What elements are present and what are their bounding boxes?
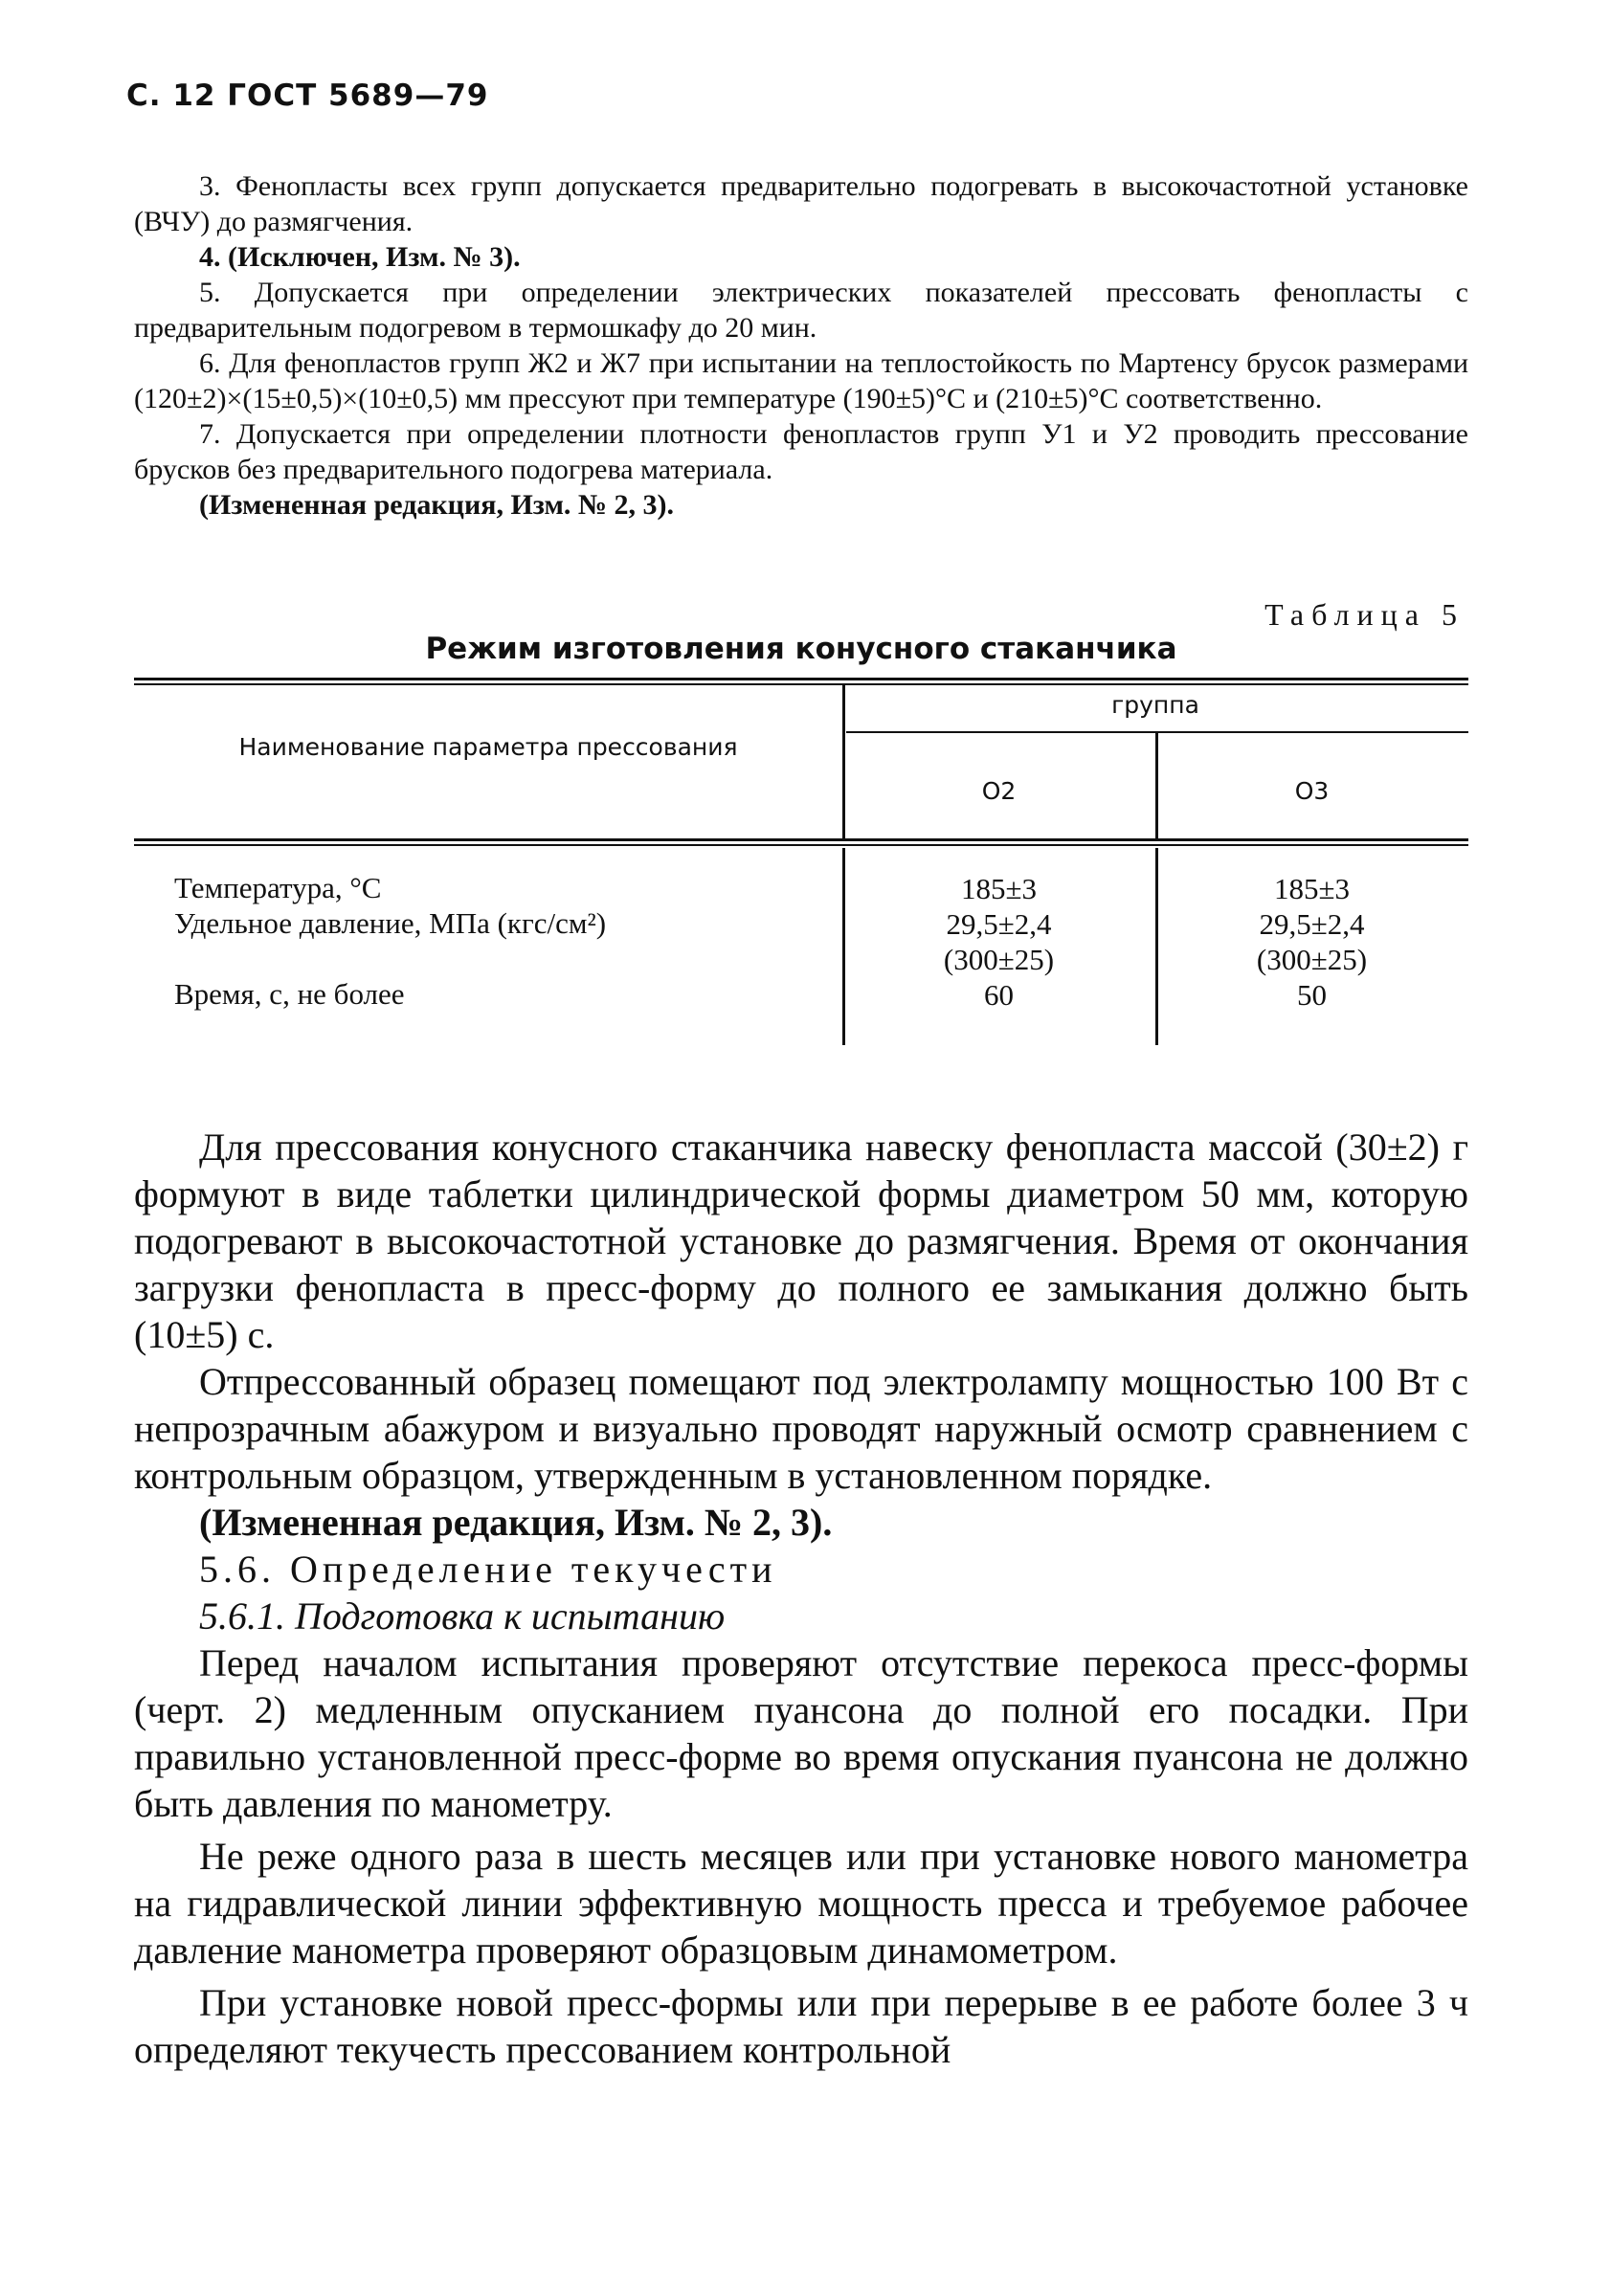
table-5 [134, 670, 1468, 1064]
main-text [134, 1124, 1468, 2073]
header-bottom-rule [134, 838, 1468, 841]
note-3: 3. Фенопласты всех групп допускается предварительно подогревать в высокочастотной установке (ВЧУ) до размягчения. [134, 170, 1468, 237]
table-title: Режим изготовления конусного стаканчика [425, 632, 1177, 666]
cell-o2-time: 60 [984, 978, 1014, 1012]
row-label-time: Время, с, не более [174, 977, 405, 1011]
page-header: С. 12 ГОСТ 5689—79 [126, 78, 489, 113]
note-4: 4. (Исключен, Изм. № 3). [199, 241, 521, 273]
table-top-rule-2 [134, 683, 1468, 685]
cell-o3-pressure-kgf: (300±25) [1256, 943, 1368, 976]
paragraph-inspection: Отпрессованный образец помещают под электролампу мощностью 100 Вт с непрозрачным абажуром и визуально проводят наружный осмотр сравнением с контрольным образцом, утвержденным в установленном порядке. [134, 1360, 1468, 1497]
paragraph-manometer: Не реже одного раза в шесть месяцев или при установке нового манометра на гидравлической линии эффективную мощность пресса и требуемое рабочее давление манометра проверяют образцовым динамометром. [134, 1835, 1468, 1972]
paragraph-preparation: Для прессования конусного стаканчика навеску фенопласта массой (30±2) г формуют в виде таблетки цилиндрической формы диаметром 50 мм, которую подогревают в высокочастотной установке до размягчения. Время от окончания загрузки фенопласта в пресс-форму до полного ее замыкания должно быть (10±5) с. [134, 1126, 1468, 1356]
header-col-o2: О2 [981, 777, 1017, 805]
notes-block [134, 168, 1468, 523]
header-bottom-rule-2 [134, 844, 1468, 846]
paragraph-new-mold: При установке новой пресс-формы или при перерыве в ее работе более 3 ч определяют текучесть прессованием контрольной [134, 1981, 1468, 2071]
row-label-pressure: Удельное давление, МПа (кгс/см²) [174, 906, 607, 940]
cell-o3-temperature: 185±3 [1273, 872, 1350, 905]
cell-o3-pressure: 29,5±2,4 [1259, 907, 1365, 941]
table-label: Таблица 5 [1264, 597, 1465, 632]
cell-o2-pressure-kgf: (300±25) [943, 943, 1055, 976]
paragraph-amendment: (Измененная редакция, Изм. № 2, 3). [199, 1501, 833, 1544]
header-group: группа [1111, 691, 1199, 719]
note-7: 7. Допускается при определении плотности фенопластов групп У1 и У2 проводить прессование брусков без предварительного подогрева материала. [134, 418, 1468, 485]
note-6: 6. Для фенопластов групп Ж2 и Ж7 при испытании на теплостойкость по Мартенсу брусок размерами (120±2)×(15±0,5)×(10±0,5) мм прессуют при температуре (190±5)°С и (210±5)°С соответственно. [134, 347, 1468, 414]
subsection-heading: 5.6.1. Подготовка к испытанию [199, 1594, 726, 1638]
section-heading: 5.6. Определение текучести [199, 1548, 777, 1591]
amendment-note: (Измененная редакция, Изм. № 2, 3). [199, 489, 675, 521]
row-label-temperature: Температура, °С [174, 871, 382, 904]
header-col-o3: О3 [1294, 777, 1330, 805]
header-param: Наименование параметра прессования [238, 733, 738, 761]
cell-o2-temperature: 185±3 [960, 872, 1037, 905]
cell-o2-pressure: 29,5±2,4 [946, 907, 1052, 941]
table-top-rule [134, 678, 1468, 680]
paragraph-check-mold: Перед началом испытания проверяют отсутствие перекоса пресс-формы (черт. 2) медленным опусканием пуансона до полной его посадки. При правильно установленной пресс-форме во время опускания пуансона не должно быть давления по манометру. [134, 1641, 1468, 1825]
note-5: 5. Допускается при определении электрических показателей прессовать фенопласты с предварительным подогревом в термошкафу до 20 мин. [134, 277, 1468, 344]
cell-o3-time: 50 [1297, 978, 1327, 1012]
